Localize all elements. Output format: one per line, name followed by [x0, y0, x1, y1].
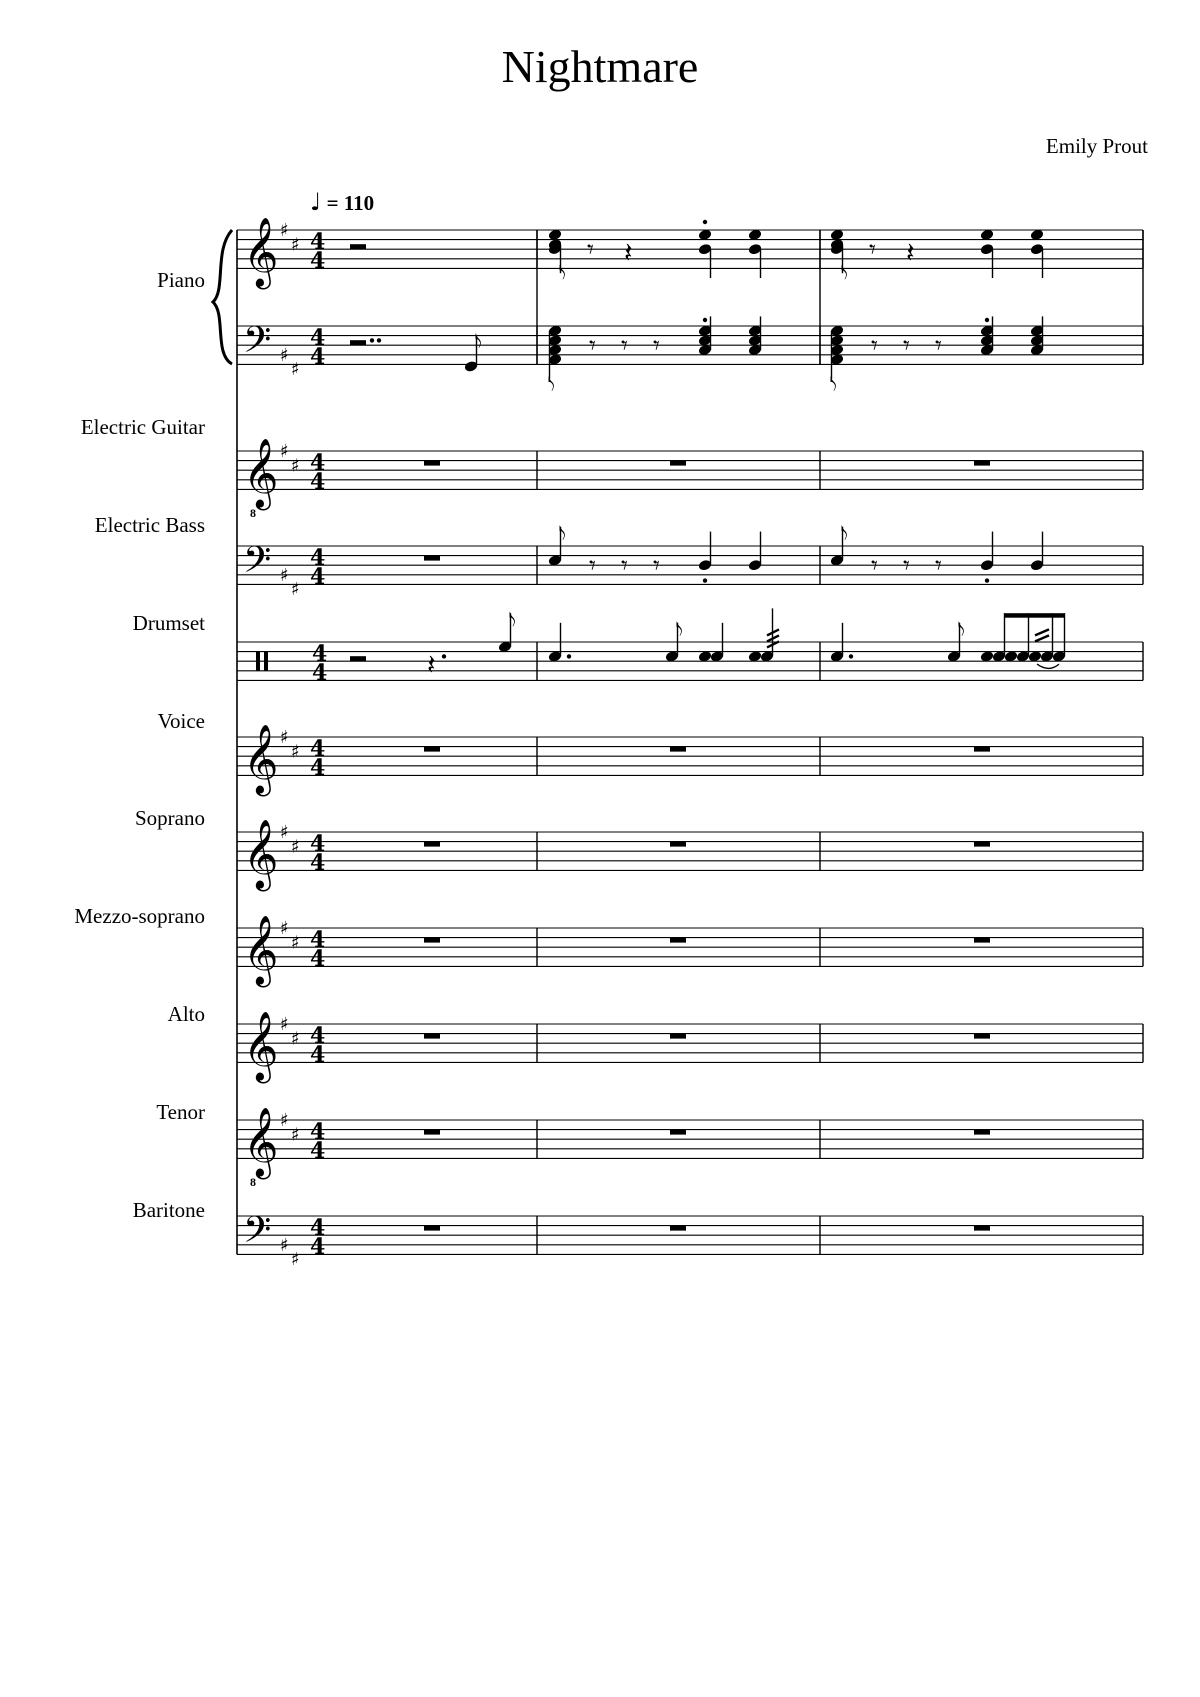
electric-bass-staff [237, 546, 1143, 584]
time-signature-denominator: 4 [310, 564, 326, 590]
staccato-dot [567, 654, 571, 658]
staccato-dot [442, 654, 446, 658]
whole-rest [424, 556, 440, 561]
time-signature-denominator: 4 [310, 755, 326, 781]
whole-rest [424, 461, 440, 466]
eighth-flag-icon: 𝅮 [830, 373, 837, 402]
eighth-rest-icon: 𝄾 [871, 551, 878, 581]
time-signature-numerator: 4 [310, 1119, 326, 1145]
whole-rest [424, 1034, 440, 1039]
time-signature-numerator: 4 [312, 641, 328, 667]
key-sharp-icon: ♯ [291, 579, 300, 601]
eighth-rest-icon: 𝄾 [653, 551, 660, 581]
staccato-dot [985, 318, 989, 322]
eighth-rest-icon: 𝄾 [871, 331, 878, 361]
time-signature-denominator: 4 [310, 1138, 326, 1164]
treble-clef-icon: 𝄞 [243, 819, 279, 889]
whole-rest [974, 461, 990, 466]
whole-rest [424, 938, 440, 943]
key-sharp-icon: ♯ [280, 1110, 289, 1131]
key-sharp-icon: ♯ [291, 359, 300, 381]
key-sharp-icon: ♯ [280, 822, 289, 843]
mezzo-soprano-staff [237, 928, 1143, 966]
instrument-label-piano: Piano [157, 268, 205, 292]
drumset-staff [237, 642, 1143, 680]
percussion-clef-icon [264, 652, 268, 671]
tenor-staff [237, 1120, 1143, 1158]
whole-rest [974, 1130, 990, 1135]
treble-clef-icon: 𝄞 [243, 1011, 279, 1081]
staccato-dot [849, 654, 853, 658]
instrument-label-tenor: Tenor [156, 1100, 205, 1124]
key-sharp-icon: ♯ [280, 727, 289, 748]
time-signature-numerator: 4 [310, 450, 326, 476]
whole-rest [974, 842, 990, 847]
whole-rest [974, 1034, 990, 1039]
staccato-dot [703, 318, 707, 322]
whole-rest [424, 747, 440, 752]
whole-rest [424, 1226, 440, 1231]
key-sharp-icon: ♯ [280, 220, 289, 241]
time-signature-numerator: 4 [310, 736, 326, 762]
instrument-label-baritone: Baritone [132, 1198, 205, 1222]
percussion-clef-icon [256, 652, 260, 671]
eighth-rest-icon: 𝄾 [587, 235, 594, 265]
key-sharp-icon: ♯ [280, 1014, 289, 1035]
quarter-rest-icon: 𝄽 [427, 648, 436, 681]
key-sharp-icon: ♯ [291, 932, 300, 954]
composer-name: Emily Prout [1045, 134, 1148, 158]
bass-clef-icon: 𝄢 [243, 539, 272, 590]
time-signature-numerator: 4 [310, 1023, 326, 1049]
whole-rest [670, 461, 686, 466]
whole-rest [670, 1130, 686, 1135]
instrument-label-drumset: Drumset [132, 611, 205, 635]
quarter-rest-icon: 𝄽 [624, 236, 633, 269]
time-signature-denominator: 4 [310, 344, 326, 370]
key-sharp-icon: ♯ [291, 836, 300, 858]
key-sharp-icon: ♯ [291, 455, 300, 477]
eighth-flag-icon: 𝅮 [509, 608, 516, 637]
whole-rest [670, 1034, 686, 1039]
key-sharp-icon: ♯ [280, 1234, 289, 1256]
eighth-flag-icon: 𝅮 [958, 618, 965, 646]
soprano-staff [237, 832, 1143, 870]
eighth-flag-icon: 𝅮 [676, 618, 683, 646]
octave-marker: 8 [250, 506, 256, 520]
eighth-rest-icon: 𝄾 [935, 331, 942, 361]
time-signature-denominator: 4 [310, 946, 326, 972]
time-signature-denominator: 4 [310, 1042, 326, 1068]
treble-clef-icon: 𝄞 [243, 724, 279, 794]
half-rest [350, 340, 366, 345]
piano-treble-staff [237, 230, 1143, 268]
eighth-rest-icon: 𝄾 [935, 551, 942, 581]
instrument-label-soprano: Soprano [135, 806, 205, 830]
bass-clef-icon: 𝄢 [243, 1209, 272, 1260]
instrument-label-mezzo-soprano: Mezzo-soprano [74, 904, 205, 928]
time-signature-numerator: 4 [310, 831, 326, 857]
tremolo-stroke [1035, 629, 1049, 635]
electric-guitar-staff [237, 451, 1143, 489]
time-signature-numerator: 4 [310, 325, 326, 351]
treble-clef-icon: 𝄞 [243, 1107, 279, 1177]
half-rest [350, 656, 366, 661]
tremolo-stroke [1035, 635, 1049, 641]
notation [213, 217, 1066, 1270]
eighth-flag-icon: 𝅮 [475, 329, 482, 358]
half-rest [350, 244, 366, 249]
time-signature-denominator: 4 [310, 469, 326, 495]
eighth-rest-icon: 𝄾 [621, 551, 628, 581]
key-sharp-icon: ♯ [291, 741, 300, 763]
eighth-rest-icon: 𝄾 [589, 551, 596, 581]
eighth-flag-icon: 𝅮 [841, 261, 848, 290]
key-sharp-icon: ♯ [291, 1249, 300, 1271]
key-sharp-icon: ♯ [280, 564, 289, 586]
time-signature-numerator: 4 [310, 229, 326, 255]
eighth-flag-icon: 𝅮 [841, 522, 848, 550]
baritone-staff [237, 1216, 1143, 1254]
treble-clef-icon: 𝄞 [243, 217, 279, 287]
staccato-dot [703, 578, 707, 582]
staff-lines [237, 230, 1143, 1254]
eighth-rest-icon: 𝄾 [903, 551, 910, 581]
whole-rest [670, 938, 686, 943]
eighth-flag-icon: 𝅮 [559, 261, 566, 290]
time-signature-denominator: 4 [312, 660, 328, 686]
time-signature-numerator: 4 [310, 545, 326, 571]
time-signature-denominator: 4 [310, 248, 326, 274]
staccato-dot [703, 220, 707, 224]
key-sharp-icon: ♯ [291, 1028, 300, 1050]
piano-brace-icon [213, 230, 232, 364]
staccato-dot [370, 338, 374, 342]
key-sharp-icon: ♯ [291, 234, 300, 256]
instrument-label-voice: Voice [157, 709, 205, 733]
treble-clef-icon: 𝄞 [243, 915, 279, 985]
time-signature-denominator: 4 [310, 850, 326, 876]
octave-marker: 8 [250, 1175, 256, 1189]
time-signature-numerator: 4 [310, 1215, 326, 1241]
whole-rest [670, 747, 686, 752]
instrument-label-alto: Alto [167, 1002, 205, 1026]
eighth-rest-icon: 𝄾 [621, 331, 628, 361]
eighth-flag-icon: 𝅮 [548, 373, 555, 402]
time-signature-numerator: 4 [310, 927, 326, 953]
whole-rest [974, 747, 990, 752]
quarter-rest-icon: 𝄽 [906, 236, 915, 269]
quarter-note-icon: ♩ [310, 188, 322, 216]
eighth-rest-icon: 𝄾 [869, 235, 876, 265]
eighth-flag-icon: 𝅮 [559, 522, 566, 550]
tie [1037, 664, 1059, 668]
voice-staff [237, 737, 1143, 775]
staccato-dot [377, 338, 381, 342]
staccato-dot [985, 578, 989, 582]
piano-bass-staff [237, 326, 1143, 364]
key-sharp-icon: ♯ [280, 441, 289, 462]
instrument-label-electric-bass: Electric Bass [94, 513, 205, 537]
alto-staff [237, 1024, 1143, 1062]
bass-clef-icon: 𝄢 [243, 319, 272, 370]
tempo-value: = 110 [326, 191, 375, 215]
whole-rest [424, 842, 440, 847]
instrument-label-electric-guitar: Electric Guitar [80, 415, 205, 439]
whole-rest [670, 1226, 686, 1231]
whole-rest [670, 842, 686, 847]
key-sharp-icon: ♯ [291, 1124, 300, 1146]
beam [1004, 613, 1065, 618]
time-signature-denominator: 4 [310, 1234, 326, 1260]
key-sharp-icon: ♯ [280, 918, 289, 939]
treble-clef-icon: 𝄞 [243, 438, 279, 508]
eighth-rest-icon: 𝄾 [903, 331, 910, 361]
whole-rest [424, 1130, 440, 1135]
key-sharp-icon: ♯ [280, 344, 289, 366]
whole-rest [974, 938, 990, 943]
eighth-rest-icon: 𝄾 [589, 331, 596, 361]
score-title: Nightmare [501, 41, 699, 92]
eighth-rest-icon: 𝄾 [653, 331, 660, 361]
whole-rest [974, 1226, 990, 1231]
